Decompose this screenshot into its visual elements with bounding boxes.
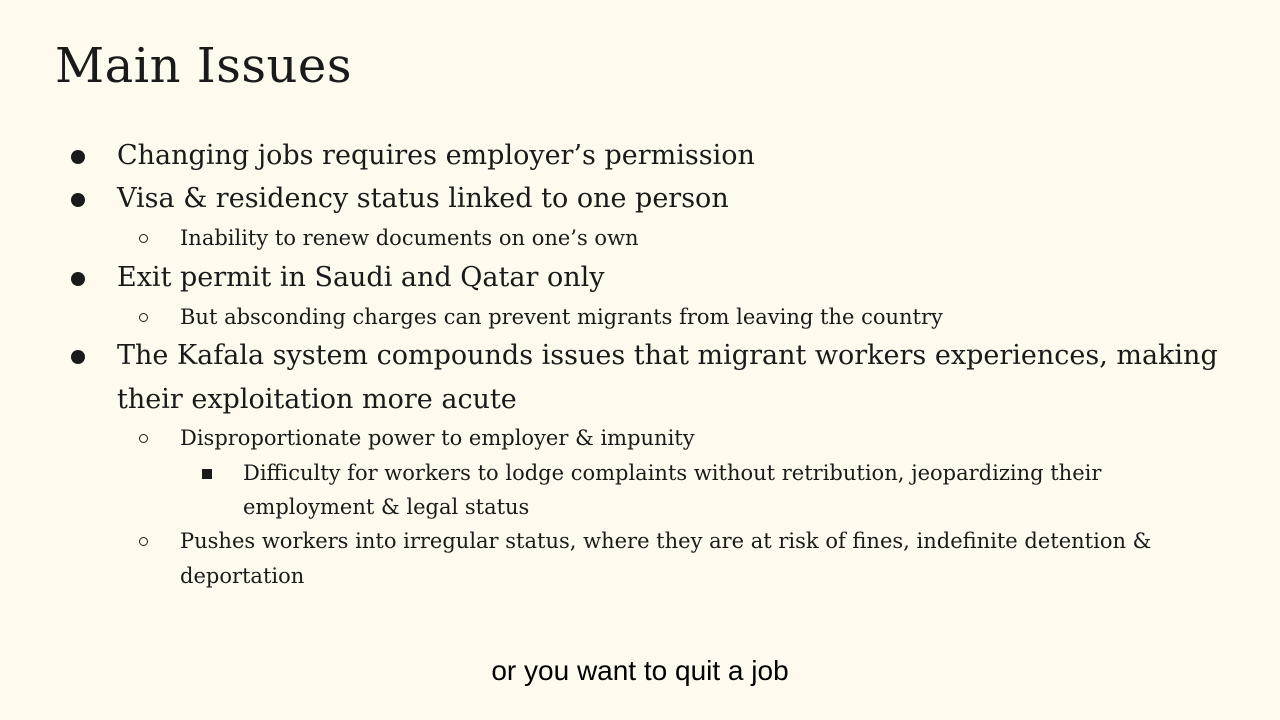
sub-bullet-text: Disproportionate power to employer & impunity	[180, 426, 695, 450]
video-caption: or you want to quit a job	[491, 655, 789, 686]
bullet-dot-icon	[71, 350, 85, 364]
bullet-dot-icon	[71, 193, 85, 207]
slide-title: Main Issues	[55, 38, 352, 94]
sub-sub-bullet-text-continued: employment & legal status	[243, 495, 530, 519]
sub-bullet-text: Pushes workers into irregular status, where they are at risk of fines, indefinite detention &	[180, 529, 1152, 553]
bullet-ring-icon	[139, 434, 148, 443]
bullet-ring-icon	[139, 234, 148, 243]
bullet-ring-icon	[139, 537, 148, 546]
sub-bullet-text: Inability to renew documents on one’s own	[180, 226, 639, 250]
sub-sub-bullet-text: Difficulty for workers to lodge complaints without retribution, jeopardizing their	[243, 461, 1102, 485]
bullet-ring-icon	[139, 313, 148, 322]
bullet-square-icon	[202, 469, 212, 479]
bullet-dot-icon	[71, 150, 85, 164]
bullet-text: Exit permit in Saudi and Qatar only	[117, 262, 605, 293]
bullet-dot-icon	[71, 272, 85, 286]
bullet-text: The Kafala system compounds issues that migrant workers experiences, making	[117, 340, 1218, 371]
sub-bullet-text: But absconding charges can prevent migrants from leaving the country	[180, 305, 943, 329]
bullet-text: Visa & residency status linked to one person	[117, 183, 729, 214]
bullet-text-continued: their exploitation more acute	[117, 384, 517, 415]
bullet-text: Changing jobs requires employer’s permission	[117, 140, 755, 171]
sub-bullet-text-continued: deportation	[180, 564, 305, 588]
